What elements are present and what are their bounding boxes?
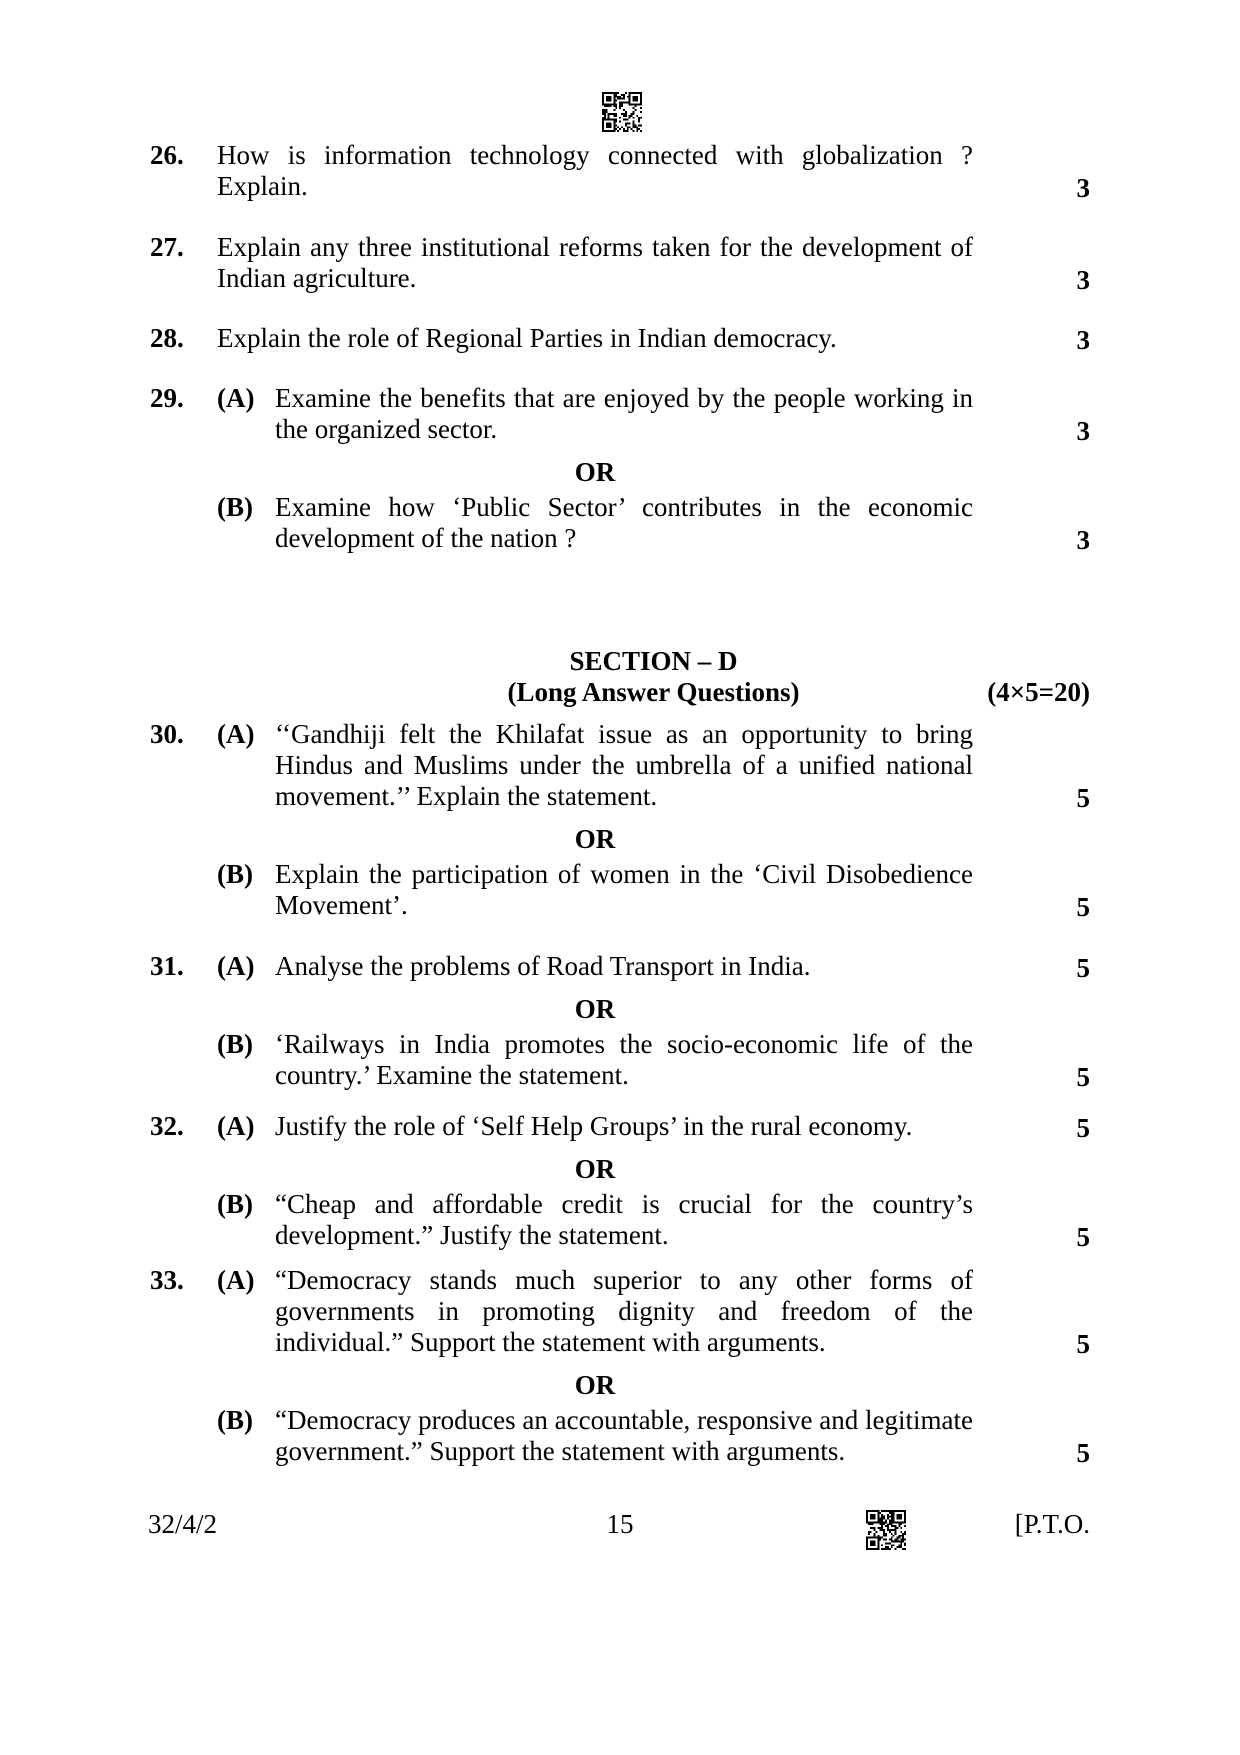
question-line: Hindus and Muslims under the umbrella of a unified national (275, 750, 973, 780)
question-26 (150, 140, 1090, 202)
marks-value: 3 (1076, 525, 1090, 555)
part-lines (275, 1405, 973, 1467)
question-line: ‘‘Gandhiji felt the Khilafat issue as an opportunity to bring (275, 719, 973, 749)
question-number: 29. (150, 383, 184, 413)
question-number: 27. (150, 232, 184, 262)
part-lines (275, 1111, 973, 1142)
question-line: movement.’’ Explain the statement. (275, 781, 658, 811)
part-lines (275, 1265, 973, 1358)
question-line: “Cheap and affordable credit is crucial for the country’s (275, 1189, 973, 1219)
part-label: (A) (217, 719, 255, 749)
marks-value: 5 (1076, 1113, 1090, 1143)
question-line: development.” Justify the statement. (275, 1220, 669, 1250)
question-part (150, 383, 1090, 445)
section-header (217, 646, 1090, 708)
question-text (217, 1189, 973, 1251)
question-part (150, 1189, 1090, 1251)
question-text (217, 323, 973, 354)
question-line: Examine how ‘Public Sector’ contributes in the economic (275, 492, 973, 522)
qr-code-bottom (866, 1510, 906, 1557)
question-line: “Democracy stands much superior to any other forms of (275, 1265, 973, 1295)
question-line: governments in promoting dignity and freedom of the (275, 1296, 973, 1326)
question-text (217, 1405, 973, 1467)
marks-value: 3 (1076, 173, 1090, 203)
marks-value: 5 (1076, 783, 1090, 813)
or-label: OR (574, 457, 616, 487)
marks-value: 3 (1076, 325, 1090, 355)
or-separator (150, 1370, 1090, 1401)
question-line: country.’ Examine the statement. (275, 1060, 629, 1090)
or-label: OR (574, 1154, 616, 1184)
question-31 (150, 951, 1090, 1091)
question-line: government.” Support the statement with arguments. (275, 1436, 846, 1466)
marks-value: 3 (1076, 265, 1090, 295)
question-line: Explain the role of Regional Parties in Indian democracy. (217, 323, 837, 353)
question-33 (150, 1265, 1090, 1467)
question-30 (150, 719, 1090, 921)
part-lines (275, 951, 973, 982)
question-part (150, 492, 1090, 554)
or-separator (150, 994, 1090, 1025)
question-line: Indian agriculture. (217, 263, 417, 293)
or-label: OR (574, 1370, 616, 1400)
question-part (150, 140, 1090, 202)
question-text (217, 383, 973, 445)
part-lines (275, 859, 973, 921)
question-part (150, 1029, 1090, 1091)
part-label: (B) (217, 492, 253, 522)
part-label: (A) (217, 1265, 255, 1295)
section-subtitle: (Long Answer Questions) (507, 677, 800, 707)
question-line: development of the nation ? (275, 523, 577, 553)
question-line: Analyse the problems of Road Transport in India. (275, 951, 811, 981)
part-lines (275, 719, 973, 812)
question-number: 28. (150, 323, 184, 353)
marks-value: 5 (1076, 1222, 1090, 1252)
question-text (217, 1111, 973, 1142)
question-number: 33. (150, 1265, 184, 1295)
question-text (217, 140, 973, 202)
marks-value: 5 (1076, 953, 1090, 983)
question-29 (150, 383, 1090, 554)
part-lines (275, 1029, 973, 1091)
question-line: Explain the participation of women in the ‘Civil Disobedience (275, 859, 973, 889)
part-label: (B) (217, 1029, 253, 1059)
part-label: (A) (217, 951, 255, 981)
question-text (217, 859, 973, 921)
marks-value: 5 (1076, 1329, 1090, 1359)
section-title: SECTION – D (569, 646, 738, 676)
question-part (150, 719, 1090, 812)
question-number: 31. (150, 951, 184, 981)
question-part (150, 323, 1090, 354)
part-lines (275, 1189, 973, 1251)
question-part (150, 859, 1090, 921)
question-line: “Democracy produces an accountable, responsive and legitimate (275, 1405, 973, 1435)
footer-paper-code: 32/4/2 (148, 1509, 218, 1539)
questions-b (150, 719, 1090, 1467)
question-line: Movement’. (275, 890, 408, 920)
or-label: OR (574, 824, 616, 854)
part-lines (275, 383, 973, 445)
marks-value: 5 (1076, 892, 1090, 922)
or-label: OR (574, 994, 616, 1024)
question-part (150, 1265, 1090, 1358)
question-line: individual.” Support the statement with arguments. (275, 1327, 826, 1357)
part-label: (A) (217, 1111, 255, 1141)
or-separator (150, 1154, 1090, 1185)
question-text (217, 1029, 973, 1091)
question-line: ‘Railways in India promotes the socio-economic life of the (275, 1029, 973, 1059)
question-number: 26. (150, 140, 184, 170)
question-line: How is information technology connected with globalization ? (217, 140, 973, 170)
question-line: the organized sector. (275, 414, 498, 444)
part-lines (275, 492, 973, 554)
question-line: Justify the role of ‘Self Help Groups’ in the rural economy. (275, 1111, 913, 1141)
questions-a (150, 140, 1090, 554)
marks-value: 3 (1076, 416, 1090, 446)
part-label: (A) (217, 383, 255, 413)
question-part (150, 1111, 1090, 1142)
footer-page-number: 15 (606, 1509, 634, 1539)
marks-value: 5 (1076, 1062, 1090, 1092)
question-27 (150, 232, 1090, 294)
or-separator (150, 457, 1090, 488)
question-text (217, 232, 973, 294)
question-32 (150, 1111, 1090, 1251)
question-number: 32. (150, 1111, 184, 1141)
footer-pto-label: [P.T.O. (1014, 1509, 1090, 1539)
marks-value: 5 (1076, 1438, 1090, 1468)
question-part (150, 232, 1090, 294)
section-subtitle-row (217, 677, 1090, 708)
part-label: (B) (217, 1189, 253, 1219)
or-separator (150, 824, 1090, 855)
question-part (150, 1405, 1090, 1467)
part-label: (B) (217, 859, 253, 889)
question-28 (150, 323, 1090, 354)
question-text (217, 492, 973, 554)
page-content (150, 0, 1090, 1467)
question-text (217, 719, 973, 812)
question-line: Explain. (217, 171, 308, 201)
question-text (217, 1265, 973, 1358)
question-part (150, 951, 1090, 982)
question-line: Examine the benefits that are enjoyed by the people working in (275, 383, 973, 413)
question-text (217, 951, 973, 982)
question-line: Explain any three institutional reforms taken for the development of (217, 232, 973, 262)
part-label: (B) (217, 1405, 253, 1435)
question-number: 30. (150, 719, 184, 749)
section-marks-scheme: (4×5=20) (987, 677, 1090, 707)
